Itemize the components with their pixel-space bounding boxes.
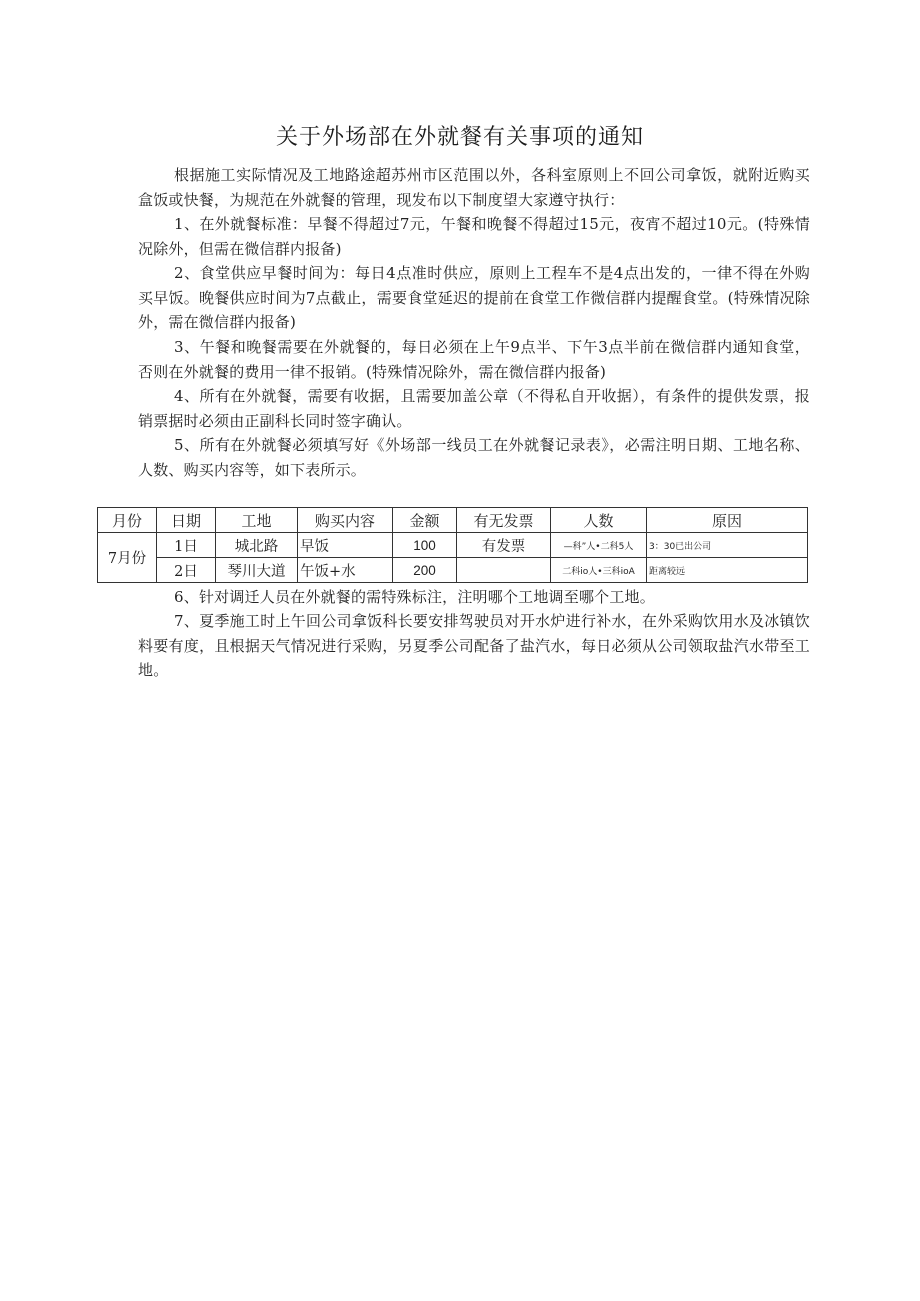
header-content: 购买内容 (298, 508, 393, 533)
header-month: 月份 (98, 508, 157, 533)
header-reason: 原因 (647, 508, 808, 533)
people-cell: —科”人•二科5人 (551, 533, 647, 558)
rule-4-paragraph: 4、所有在外就餐，需要有收据，且需要加盖公章（不得私自开收据），有条件的提供发票，报销票据时必须由正副科长同时签字确认。 (138, 387, 810, 430)
reason-cell: 距离较远 (647, 558, 808, 583)
reason-cell: 3：30已出公司 (647, 533, 808, 558)
rule-1-paragraph: 1、在外就餐标准：早餐不得超过7元，午餐和晚餐不得超过15元，夜宵不超过10元。(特殊情况除外，但需在微信群内报备) (138, 215, 810, 258)
meal-record-table (97, 507, 808, 583)
site-cell: 琴川大道 (216, 558, 298, 583)
header-people: 人数 (551, 508, 647, 533)
rule-2-paragraph: 2、食堂供应早餐时间为：每日4点准时供应，原则上工程车不是4点出发的，一律不得在外购买早饭。晚餐供应时间为7点截止，需要食堂延迟的提前在食堂工作微信群内提醒食堂。(特殊情况除外，需在微信群内报备) (138, 264, 810, 331)
content-cell: 早饭 (298, 533, 393, 558)
people-cell: 二科io人•三科ioA (551, 558, 647, 583)
page-title: 关于外场部在外就餐有关事项的通知 (275, 125, 644, 150)
amount-cell: 200 (393, 558, 457, 583)
date-cell: 1日 (157, 533, 216, 558)
intro-paragraph: 根据施工实际情况及工地路途超苏州市区范围以外，各科室原则上不回公司拿饭，就附近购买盒饭或快餐，为规范在外就餐的管理，现发布以下制度望大家遵守执行： (138, 166, 810, 209)
rule-7-paragraph: 7、夏季施工时上午回公司拿饭科长要安排驾驶员对开水炉进行补水，在外采购饮用水及冰镇饮料要有度，且根据天气情况进行采购，另夏季公司配备了盐汽水，每日必须从公司领取盐汽水带至工地。 (138, 612, 810, 679)
rule-3-paragraph: 3、午餐和晚餐需要在外就餐的，每日必须在上午9点半、下午3点半前在微信群内通知食堂，否则在外就餐的费用一律不报销。(特殊情况除外，需在微信群内报备) (138, 338, 810, 381)
invoice-cell: 有发票 (457, 533, 551, 558)
rule-6-paragraph: 6、针对调迁人员在外就餐的需特殊标注，注明哪个工地调至哪个工地。 (174, 588, 655, 606)
content-cell: 午饭+水 (298, 558, 393, 583)
table-header-row (98, 508, 808, 533)
site-cell: 城北路 (216, 533, 298, 558)
header-date: 日期 (157, 508, 216, 533)
table-row (98, 558, 808, 583)
date-cell: 2日 (157, 558, 216, 583)
table-row (98, 533, 808, 558)
amount-cell: 100 (393, 533, 457, 558)
invoice-cell (457, 558, 551, 583)
month-cell: 7月份 (98, 533, 157, 583)
header-site: 工地 (216, 508, 298, 533)
header-amount: 金额 (393, 508, 457, 533)
rule-5-paragraph: 5、所有在外就餐必须填写好《外场部一线员工在外就餐记录表》，必需注明日期、工地名称、人数、购买内容等，如下表所示。 (138, 436, 810, 479)
header-invoice: 有无发票 (457, 508, 551, 533)
